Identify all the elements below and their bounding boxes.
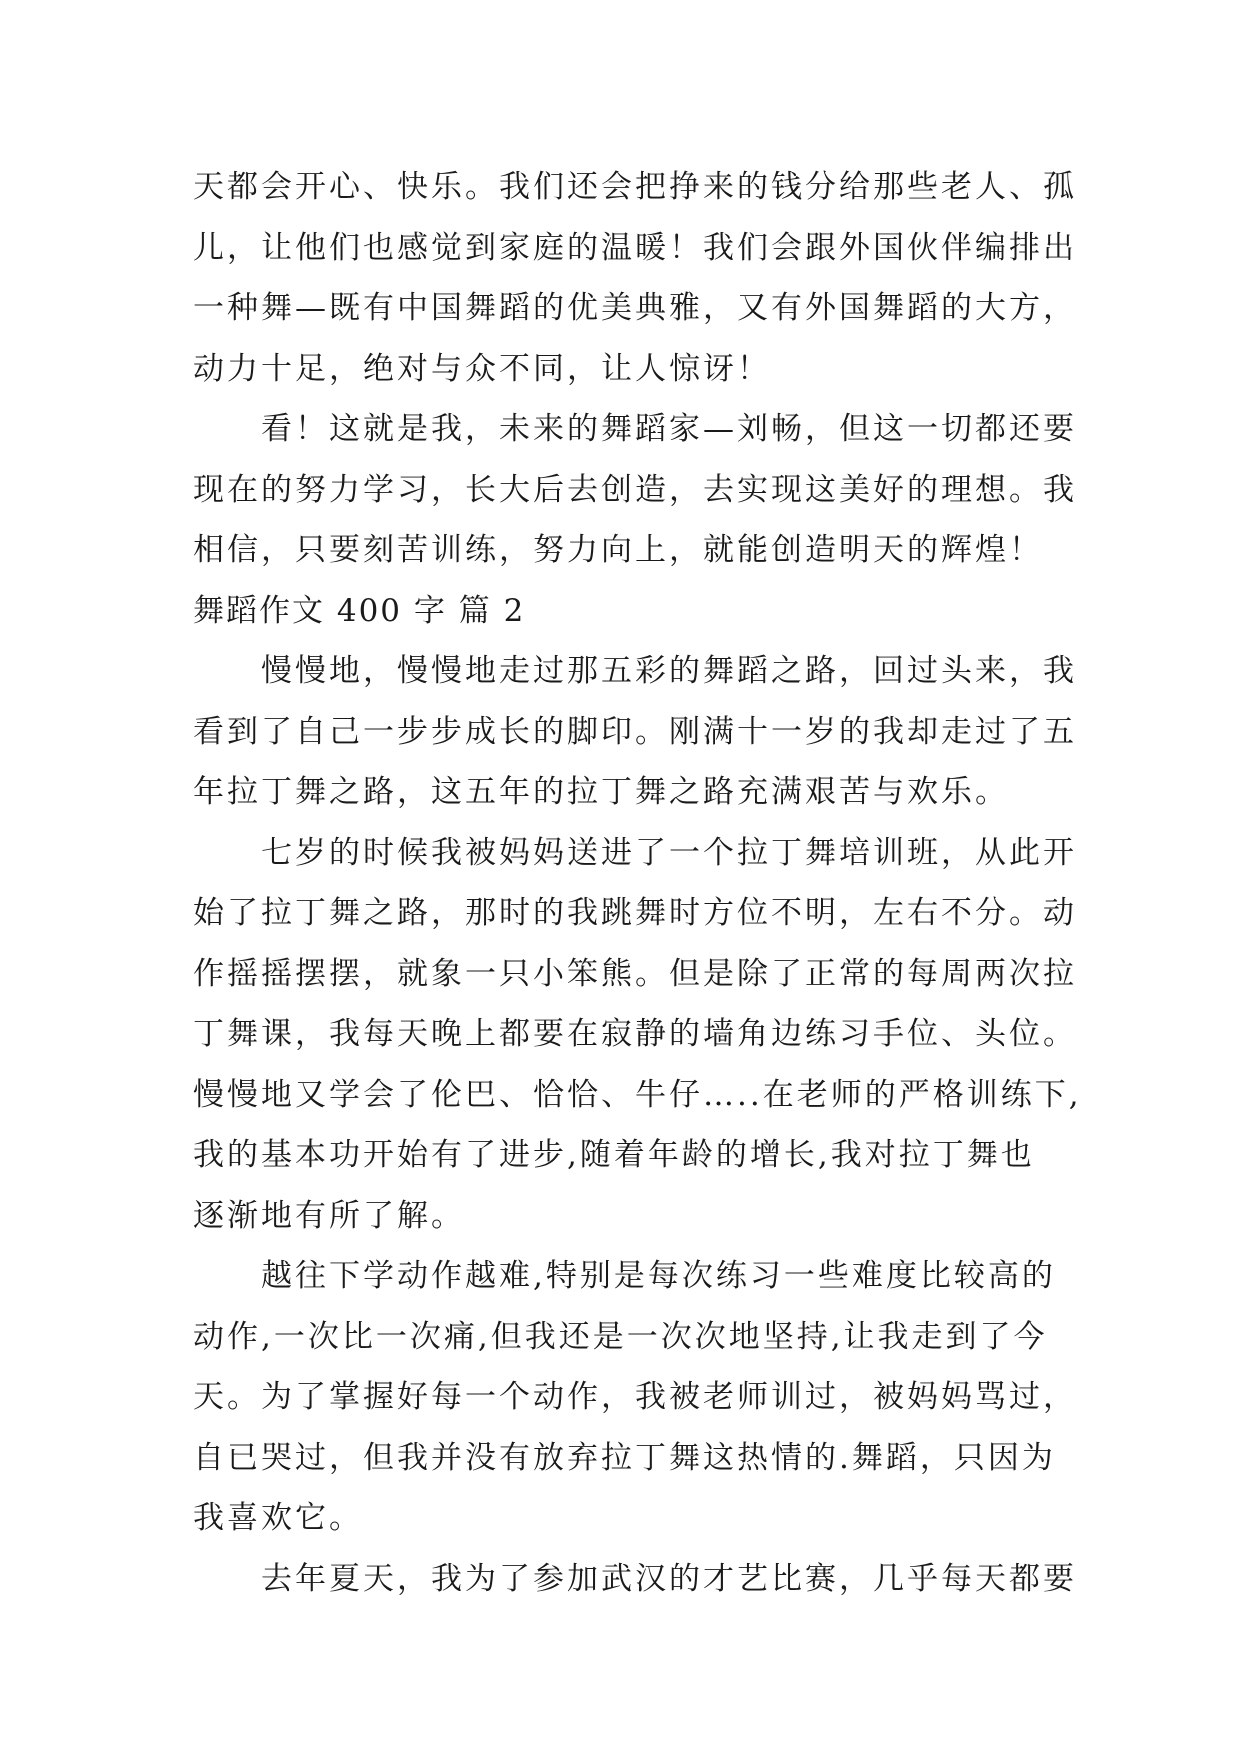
- text-line: 一种舞—既有中国舞蹈的优美典雅，又有外国舞蹈的大方，: [193, 290, 1077, 326]
- text-line: 天都会开心、快乐。我们还会把挣来的钱分给那些老人、孤: [193, 169, 1077, 205]
- paragraph: [193, 157, 1077, 399]
- text-line: 儿，让他们也感觉到家庭的温暖！我们会跟外国伙伴编排出: [193, 229, 1077, 266]
- paragraph: [193, 1549, 1077, 1610]
- text-line: 丁舞课，我每天晚上都要在寂静的墙角边练习手位、头位。: [193, 1016, 1077, 1052]
- text-line: 越往下学动作越难,特别是每次练习一些难度比较高的: [261, 1258, 1056, 1294]
- text-line: 现在的努力学习，长大后去创造，去实现这美好的理想。我: [193, 471, 1077, 508]
- text-line: 看到了自己一步步成长的脚印。刚满十一岁的我却走过了五: [193, 713, 1077, 750]
- text-line: 我喜欢它。: [193, 1500, 363, 1536]
- paragraph: [193, 1246, 1077, 1549]
- text-line: 七岁的时候我被妈妈送进了一个拉丁舞培训班，从此开: [261, 834, 1077, 871]
- paragraph: [193, 823, 1082, 1247]
- text-line: 动力十足，绝对与众不同，让人惊讶！: [193, 350, 771, 387]
- text-line: 天。为了掌握好每一个动作，我被老师训过，被妈妈骂过，: [193, 1379, 1077, 1415]
- section-heading: 舞蹈作文 400 字 篇 2: [193, 592, 526, 629]
- text-line: 逐渐地有所了解。: [193, 1197, 465, 1234]
- text-line: 我的基本功开始有了进步,随着年龄的增长,我对拉丁舞也: [193, 1137, 1035, 1173]
- text-line: 看！这就是我，未来的舞蹈家—刘畅，但这一切都还要: [261, 411, 1077, 447]
- document-body: [193, 157, 1082, 1609]
- text-line: 相信，只要刻苦训练，努力向上，就能创造明天的辉煌！: [193, 532, 1043, 568]
- text-line: 自已哭过，但我并没有放弃拉丁舞这热情的.舞蹈，只因为: [193, 1439, 1056, 1476]
- text-line: 慢慢地又学会了伦巴、恰恰、牛仔…..在老师的严格训练下,: [193, 1076, 1082, 1113]
- text-line: 慢慢地，慢慢地走过那五彩的舞蹈之路，回过头来，我: [261, 653, 1077, 689]
- paragraph: [193, 641, 1077, 823]
- text-line: 始了拉丁舞之路，那时的我跳舞时方位不明，左右不分。动: [193, 895, 1077, 931]
- paragraph: [193, 399, 1077, 581]
- text-line: 作摇摇摆摆，就象一只小笨熊。但是除了正常的每周两次拉: [193, 955, 1077, 992]
- text-line: 去年夏天，我为了参加武汉的才艺比赛，几乎每天都要: [261, 1560, 1077, 1597]
- text-line: 年拉丁舞之路，这五年的拉丁舞之路充满艰苦与欢乐。: [193, 774, 1009, 810]
- text-line: 动作,一次比一次痛,但我还是一次次地坚持,让我走到了今: [193, 1318, 1048, 1355]
